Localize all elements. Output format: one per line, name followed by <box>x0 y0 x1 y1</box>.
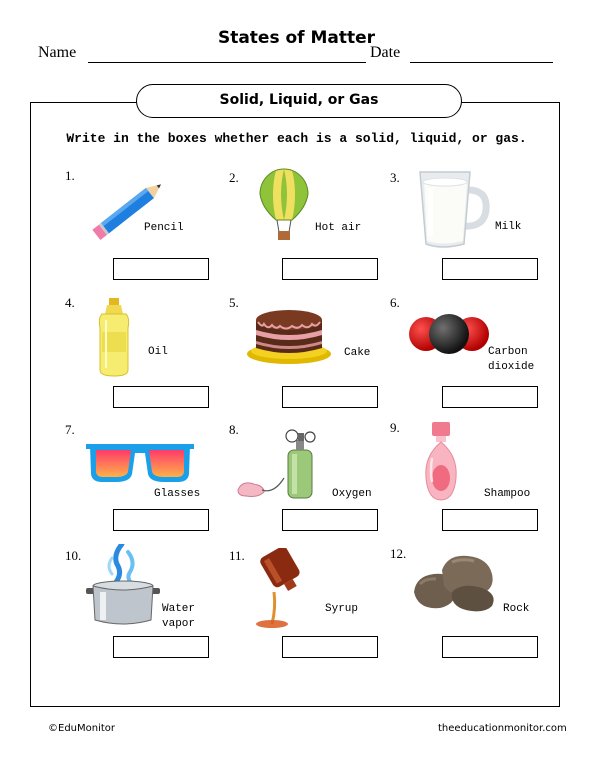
date-line[interactable] <box>410 62 553 63</box>
answer-box-1[interactable] <box>113 258 209 280</box>
oil-bottle-icon <box>94 298 134 378</box>
date-label: Date <box>370 44 401 61</box>
item-label-6-line2: dioxide <box>488 361 535 373</box>
section-title: Solid, Liquid, or Gas <box>136 84 462 118</box>
rocks-icon <box>412 552 498 614</box>
item-number-6: 6. <box>390 295 400 310</box>
milk-glass-icon <box>412 166 492 250</box>
item-label-6-line1: Carbon <box>488 346 528 358</box>
name-label: Name <box>38 44 77 61</box>
shampoo-bottle-icon <box>420 422 464 502</box>
hot-air-balloon-icon <box>256 168 312 248</box>
item-label-1: Pencil <box>144 222 184 234</box>
item-label-11: Syrup <box>325 603 359 615</box>
instructions: Write in the boxes whether each is a solid, liquid, or gas. <box>66 131 527 146</box>
item-number-11: 11. <box>229 548 245 563</box>
item-label-7: Glasses <box>154 488 201 500</box>
sunglasses-icon <box>86 440 194 486</box>
item-label-3: Milk <box>495 221 522 233</box>
item-number-5: 5. <box>229 295 239 310</box>
item-number-4: 4. <box>65 295 75 310</box>
steaming-pot-icon <box>84 544 162 630</box>
item-label-12: Rock <box>503 603 530 615</box>
item-number-8: 8. <box>229 422 239 437</box>
item-number-10: 10. <box>65 548 82 563</box>
answer-box-6[interactable] <box>442 386 538 408</box>
worksheet-title: States of Matter <box>217 28 376 48</box>
footer-copyright: ©EduMonitor <box>48 723 116 734</box>
footer-website[interactable]: theeducationmonitor.com <box>438 723 567 734</box>
item-number-1: 1. <box>65 168 75 183</box>
cake-icon <box>246 300 332 366</box>
item-number-2: 2. <box>229 170 239 185</box>
item-label-10-line2: vapor <box>162 618 196 630</box>
name-line[interactable] <box>88 62 366 63</box>
answer-box-12[interactable] <box>442 636 538 658</box>
item-number-12: 12. <box>390 546 407 561</box>
item-number-7: 7. <box>65 422 75 437</box>
item-label-10-line1: Water <box>162 603 196 615</box>
item-label-5: Cake <box>344 347 371 359</box>
answer-box-2[interactable] <box>282 258 378 280</box>
answer-box-9[interactable] <box>442 509 538 531</box>
item-number-3: 3. <box>390 170 400 185</box>
item-label-2: Hot air <box>315 222 362 234</box>
item-label-4: Oil <box>148 346 168 358</box>
carbon-dioxide-molecule-icon <box>408 308 490 360</box>
answer-box-11[interactable] <box>282 636 378 658</box>
answer-box-10[interactable] <box>113 636 209 658</box>
answer-box-8[interactable] <box>282 509 378 531</box>
answer-box-5[interactable] <box>282 386 378 408</box>
answer-box-4[interactable] <box>113 386 209 408</box>
item-number-9: 9. <box>390 420 400 435</box>
syrup-bottle-icon <box>254 548 308 630</box>
answer-box-3[interactable] <box>442 258 538 280</box>
item-label-8: Oxygen <box>332 488 372 500</box>
answer-box-7[interactable] <box>113 509 209 531</box>
item-label-10 <box>162 602 195 632</box>
oxygen-tank-icon <box>234 428 332 502</box>
item-label-6 <box>488 345 534 375</box>
item-label-9: Shampoo <box>484 488 531 500</box>
